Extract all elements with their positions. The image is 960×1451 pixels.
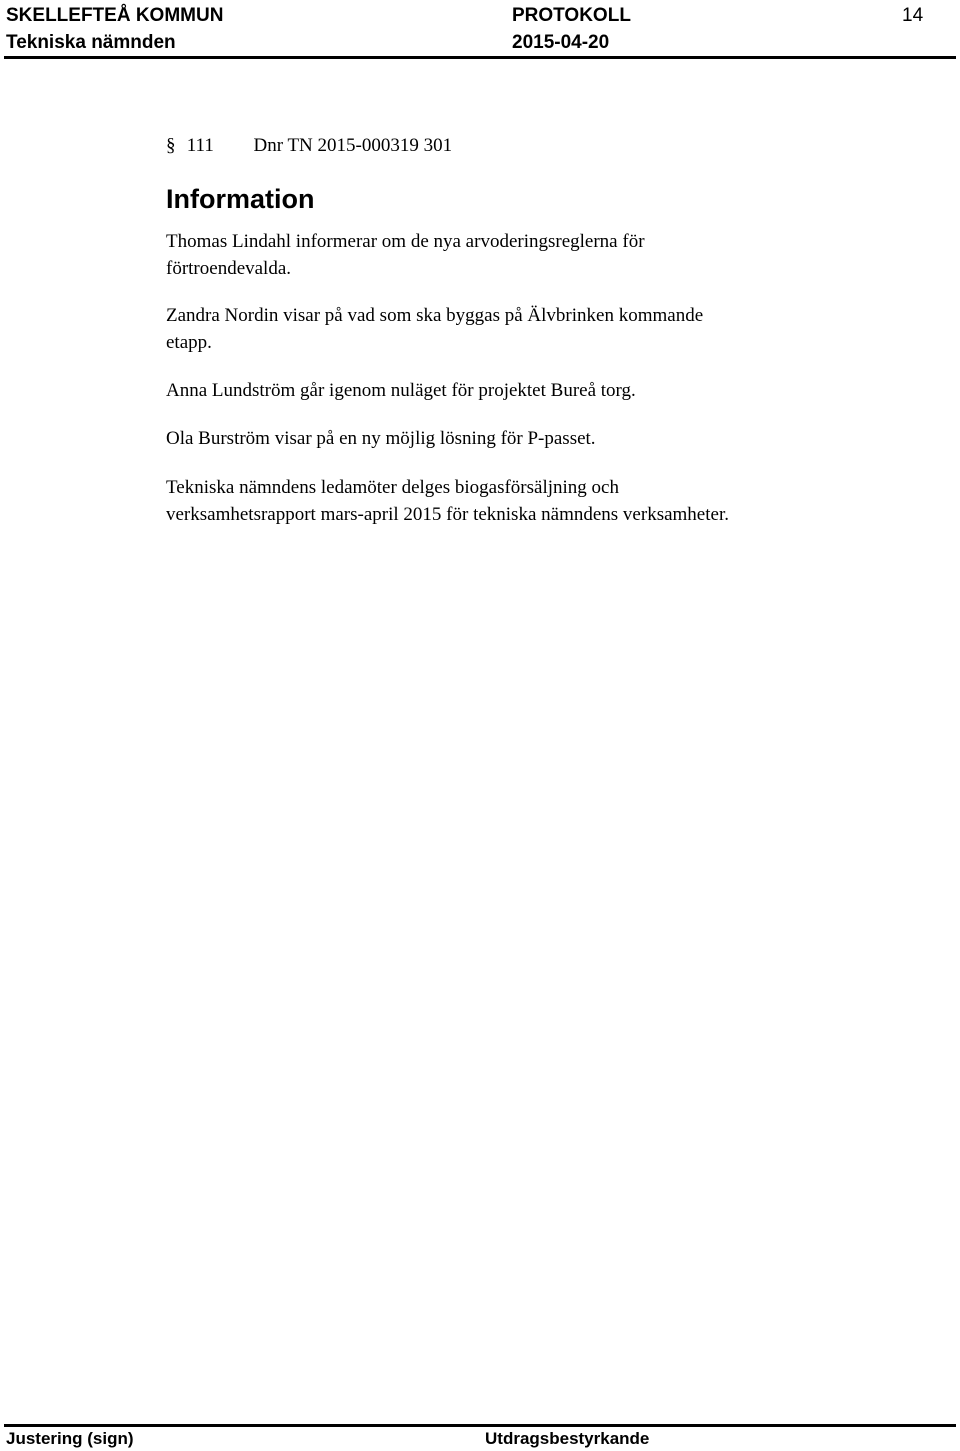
paragraph-line: Thomas Lindahl informerar om de nya arvoderingsreglerna för bbox=[166, 231, 645, 252]
diary-number: Dnr TN 2015-000319 301 bbox=[253, 135, 453, 156]
certification-label: Utdragsbestyrkande bbox=[485, 1429, 650, 1448]
paragraph bbox=[166, 425, 866, 452]
paragraph bbox=[166, 474, 866, 528]
document-type: PROTOKOLL bbox=[512, 5, 631, 26]
header-rule bbox=[4, 56, 956, 59]
section-reference bbox=[166, 133, 452, 159]
paragraph bbox=[166, 377, 866, 404]
committee-name: Tekniska nämnden bbox=[6, 32, 176, 53]
page-number: 14 bbox=[902, 5, 924, 26]
paragraph-line: Zandra Nordin visar på vad som ska byggas på Älvbrinken kommande bbox=[166, 305, 704, 326]
paragraph bbox=[166, 228, 866, 282]
municipality-name: SKELLEFTEÅ KOMMUN bbox=[6, 5, 224, 26]
paragraph-line: verksamhetsrapport mars-april 2015 för tekniska nämndens verksamheter. bbox=[166, 504, 729, 525]
section-number: 111 bbox=[186, 135, 214, 156]
signature-label: Justering (sign) bbox=[6, 1429, 134, 1448]
paragraph-line: Anna Lundström går igenom nuläget för projektet Bureå torg. bbox=[166, 380, 636, 401]
section-symbol: § bbox=[166, 135, 176, 156]
meeting-date: 2015-04-20 bbox=[512, 32, 610, 53]
footer-rule bbox=[4, 1424, 956, 1427]
section-title: Information bbox=[166, 184, 315, 214]
paragraph-line: Ola Burström visar på en ny möjlig lösning för P-passet. bbox=[166, 428, 596, 449]
paragraph-line: förtroendevalda. bbox=[166, 258, 292, 279]
paragraph-line: etapp. bbox=[166, 332, 212, 353]
paragraph bbox=[166, 302, 866, 356]
paragraph-line: Tekniska nämndens ledamöter delges biogasförsäljning och bbox=[166, 477, 619, 498]
